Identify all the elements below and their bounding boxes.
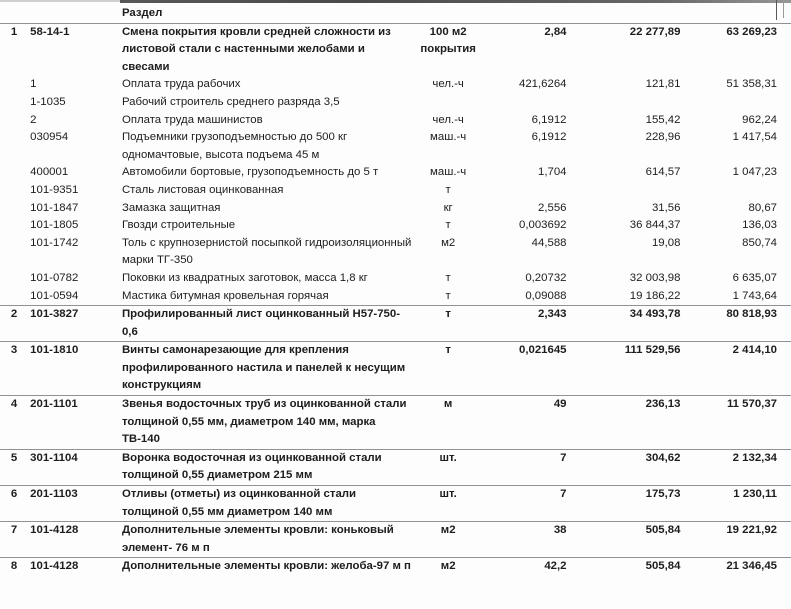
- row-unit: шт.: [415, 449, 482, 485]
- row-total: [688, 182, 791, 200]
- row-total: 19 221,92: [688, 522, 791, 558]
- row-number: [0, 129, 28, 164]
- table-row[interactable]: [0, 112, 791, 130]
- row-quantity: 1,704: [537, 166, 567, 179]
- table-row[interactable]: [0, 449, 791, 485]
- row-name: Дополнительные элементы кровли: коньковый элемент- 76 м п: [118, 522, 415, 558]
- row-number: 6: [0, 486, 28, 522]
- row-number: 1: [0, 23, 28, 76]
- row-unit: чел.-ч: [432, 113, 464, 126]
- row-quantity: 0,003692: [518, 219, 567, 232]
- row-unit: маш.-ч: [430, 166, 467, 179]
- row-unit-price: 19,08: [651, 236, 681, 249]
- table-row[interactable]: [0, 288, 791, 306]
- table-row[interactable]: [0, 270, 791, 288]
- row-unit-price: 22 277,89: [575, 23, 689, 76]
- row-number: 8: [0, 558, 28, 576]
- scan-edge-artifact: [120, 0, 791, 3]
- row-quantity: 49: [482, 396, 575, 450]
- row-unit-price: 505,84: [575, 522, 689, 558]
- row-unit: т: [445, 289, 451, 302]
- row-name: Толь с крупнозернистой посыпкой гидроизоляционный марки ТГ-350: [121, 236, 412, 267]
- row-unit-price: 155,42: [645, 113, 681, 126]
- row-number: [0, 288, 28, 306]
- row-quantity: 6,1912: [531, 131, 567, 144]
- row-number: [0, 76, 28, 94]
- row-unit: кг: [443, 201, 453, 214]
- row-number: [0, 164, 28, 182]
- row-unit-price: 236,13: [575, 396, 689, 450]
- table-row[interactable]: [0, 235, 791, 270]
- row-unit: т: [415, 306, 482, 342]
- row-name: Воронка водосточная из оцинкованной стали толщиной 0,55 диаметром 215 мм: [118, 449, 415, 485]
- row-name: Сталь листовая оцинкованная: [121, 183, 284, 196]
- row-name: Профилированный лист оцинкованный Н57-750-0,6: [118, 306, 415, 342]
- row-unit-price: 111 529,56: [575, 342, 689, 396]
- table-row[interactable]: [0, 522, 791, 558]
- row-unit: т: [445, 271, 451, 284]
- row-total: 962,24: [742, 113, 777, 126]
- row-unit-price: [575, 94, 689, 112]
- row-unit-price: [575, 182, 689, 200]
- row-number: [0, 182, 28, 200]
- row-code: 101-4128: [28, 558, 118, 576]
- row-code: 101-1847: [30, 201, 79, 214]
- row-total: 21 346,45: [688, 558, 791, 576]
- row-quantity: 0,09088: [525, 289, 567, 302]
- section-header-code: [28, 4, 118, 23]
- row-unit: шт.: [415, 486, 482, 522]
- row-unit-price: 32 003,98: [629, 271, 681, 284]
- row-number: 3: [0, 342, 28, 396]
- row-name: Замазка защитная: [121, 201, 221, 214]
- section-header-row: [0, 4, 791, 23]
- row-quantity: 2,84: [482, 23, 575, 76]
- row-code: 201-1103: [28, 486, 118, 522]
- row-number: [0, 235, 28, 270]
- row-unit: [415, 94, 482, 112]
- row-total: 136,03: [742, 219, 777, 232]
- row-total: 2 414,10: [688, 342, 791, 396]
- row-quantity: 42,2: [482, 558, 575, 576]
- row-name: Винты самонарезающие для крепления профилированного настила и панелей к несущим конструкциям: [118, 342, 415, 396]
- row-quantity: 421,6264: [518, 78, 567, 91]
- table-row[interactable]: [0, 94, 791, 112]
- row-name: Подъемники грузоподъемностью до 500 кг одномачтовые, высота подъема 45 м: [121, 131, 348, 161]
- row-unit-price: 614,57: [645, 166, 681, 179]
- table-row[interactable]: [0, 129, 791, 164]
- row-name: Рабочий строитель среднего разряда 3,5: [121, 95, 340, 108]
- row-quantity: 0,20732: [525, 271, 567, 284]
- row-code: 030954: [30, 131, 69, 144]
- row-name: Звенья водосточных труб из оцинкованной стали толщиной 0,55 мм, диаметром 140 мм, марка ТВ-140: [118, 396, 415, 450]
- row-unit: т: [415, 342, 482, 396]
- row-code: 301-1104: [28, 449, 118, 485]
- row-unit: м2: [441, 236, 456, 249]
- row-unit: т: [445, 219, 451, 232]
- row-total: 1 417,54: [732, 131, 777, 144]
- row-number: [0, 94, 28, 112]
- row-quantity: [482, 182, 575, 200]
- row-name: Смена покрытия кровли средней сложности из листовой стали с настенными желобами и свесами: [118, 23, 415, 76]
- table-row[interactable]: [0, 558, 791, 576]
- row-unit-price: 31,56: [651, 201, 681, 214]
- row-code: 1: [30, 78, 37, 91]
- table-row[interactable]: [0, 200, 791, 218]
- row-number: [0, 200, 28, 218]
- row-number: [0, 112, 28, 130]
- row-quantity: 2,343: [482, 306, 575, 342]
- row-quantity: 38: [482, 522, 575, 558]
- row-total: 51 358,31: [726, 78, 777, 91]
- row-total: 1 047,23: [732, 166, 777, 179]
- row-unit-price: 34 493,78: [575, 306, 689, 342]
- row-code: 400001: [30, 166, 69, 179]
- row-number: 5: [0, 449, 28, 485]
- section-header-label: Раздел: [121, 7, 163, 19]
- row-unit: т: [445, 183, 451, 196]
- row-quantity: 2,556: [537, 201, 567, 214]
- row-quantity: 0,021645: [482, 342, 575, 396]
- row-name: Дополнительные элементы кровли: желоба-97 м п: [118, 558, 415, 576]
- row-quantity: 44,588: [531, 236, 567, 249]
- row-total: 63 269,23: [688, 23, 791, 76]
- row-total: 850,74: [742, 236, 777, 249]
- row-name: Оплата труда машинистов: [121, 113, 263, 126]
- row-number: 7: [0, 522, 28, 558]
- row-unit-price: 19 186,22: [629, 289, 681, 302]
- row-quantity: 7: [482, 449, 575, 485]
- row-total: 6 635,07: [732, 271, 777, 284]
- row-total: 2 132,34: [688, 449, 791, 485]
- row-total: [688, 94, 791, 112]
- row-number: [0, 270, 28, 288]
- row-total: 80,67: [748, 201, 777, 214]
- row-unit: м: [415, 396, 482, 450]
- row-unit-price: 36 844,37: [629, 219, 681, 232]
- row-unit-price: 228,96: [645, 131, 681, 144]
- section-header-price: [575, 4, 689, 23]
- row-total: 11 570,37: [688, 396, 791, 450]
- table-row[interactable]: [0, 23, 791, 76]
- row-number: 2: [0, 306, 28, 342]
- row-code: 1-1035: [30, 95, 66, 108]
- table-row[interactable]: [0, 76, 791, 94]
- row-total: 80 818,93: [688, 306, 791, 342]
- row-code: 201-1101: [28, 396, 118, 450]
- row-code: 101-1742: [30, 236, 79, 249]
- row-quantity: [482, 94, 575, 112]
- row-unit: м2: [415, 558, 482, 576]
- section-header-unit: [415, 4, 482, 23]
- row-code: 101-1805: [30, 219, 79, 232]
- row-unit-price: 304,62: [575, 449, 689, 485]
- row-quantity: 7: [482, 486, 575, 522]
- estimate-table-body: [0, 4, 791, 576]
- row-unit-price: 505,84: [575, 558, 689, 576]
- row-unit: 100 м2 покрытия: [415, 23, 482, 76]
- row-number: 4: [0, 396, 28, 450]
- row-code: 58-14-1: [28, 23, 118, 76]
- row-unit-price: 121,81: [645, 78, 681, 91]
- table-row[interactable]: [0, 217, 791, 235]
- row-code: 101-3827: [28, 306, 118, 342]
- row-quantity: 6,1912: [531, 113, 567, 126]
- table-row[interactable]: [0, 164, 791, 182]
- table-row[interactable]: [0, 182, 791, 200]
- table-row[interactable]: [0, 486, 791, 522]
- row-number: [0, 217, 28, 235]
- row-unit: чел.-ч: [432, 78, 464, 91]
- estimate-table: [0, 4, 791, 576]
- row-name: Отливы (отметы) из оцинкованной стали толщиной 0,55 мм диаметром 140 мм: [118, 486, 415, 522]
- table-row[interactable]: [0, 396, 791, 450]
- row-total: 1 230,11: [688, 486, 791, 522]
- row-name: Автомобили бортовые, грузоподъемность до 5 т: [121, 166, 379, 179]
- table-row[interactable]: [0, 306, 791, 342]
- row-unit: м2: [415, 522, 482, 558]
- row-unit-price: 175,73: [575, 486, 689, 522]
- scan-edge-artifact-left: [0, 0, 122, 2]
- row-code: 2: [30, 113, 37, 126]
- section-header-total: [688, 4, 791, 23]
- row-unit: маш.-ч: [430, 131, 467, 144]
- row-name: Оплата труда рабочих: [121, 78, 241, 91]
- table-row[interactable]: [0, 342, 791, 396]
- section-header-number: [0, 4, 28, 23]
- row-name: Гвозди строительные: [121, 219, 236, 232]
- row-code: 101-0782: [30, 271, 79, 284]
- row-total: 1 743,64: [732, 289, 777, 302]
- row-code: 101-0594: [30, 289, 79, 302]
- row-name: Поковки из квадратных заготовок, масса 1,8 кг: [121, 271, 368, 284]
- row-code: 101-4128: [28, 522, 118, 558]
- row-code: 101-1810: [28, 342, 118, 396]
- section-header-quantity: [482, 4, 575, 23]
- row-code: 101-9351: [30, 183, 79, 196]
- row-name: Мастика битумная кровельная горячая: [121, 289, 329, 302]
